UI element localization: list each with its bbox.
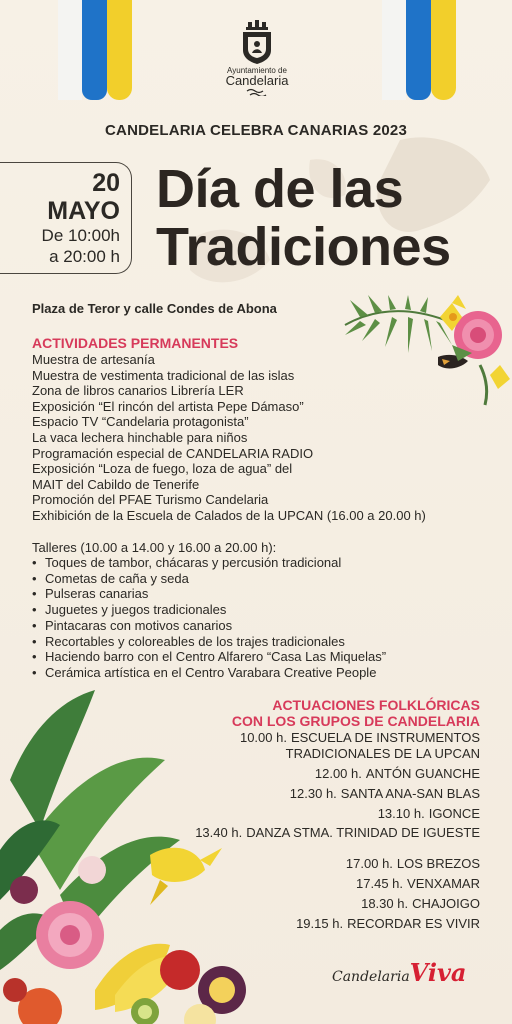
schedule-row (195, 825, 480, 841)
event-headline: CANDELARIA CELEBRA CANARIAS 2023 (105, 122, 407, 139)
schedule-row (315, 766, 480, 782)
schedule-row (356, 876, 480, 892)
workshops-list (32, 555, 386, 681)
list-item: Exposición “El rincón del artista Pepe Dámaso” (32, 398, 304, 414)
schedule-time: 19.15 h. (296, 916, 344, 931)
schedule-row (346, 856, 480, 872)
schedule-time: 10.00 h. (239, 730, 287, 745)
title-line-2: Tradiciones (156, 217, 451, 277)
date-month: MAYO (47, 197, 120, 225)
logo-subtitle: Ayuntamiento de (227, 66, 287, 75)
schedule-time: 12.30 h. (289, 786, 337, 801)
plants-fruit-illustration (0, 690, 270, 1024)
candelaria-viva-logo (332, 958, 466, 987)
canary-flag-left (58, 0, 132, 100)
list-item: MAIT del Cabildo de Tenerife (32, 476, 200, 492)
waves-icon (246, 88, 268, 96)
schedule-time: 13.40 h. (195, 825, 243, 840)
list-item: Espacio TV “Candelaria protagonista” (32, 414, 249, 430)
list-item: • Cometas de caña y seda (32, 571, 386, 587)
schedule-group: TRADICIONALES DE LA UPCAN (285, 746, 480, 761)
list-item: • Recortables y coloreables de los trajes tradicionales (32, 634, 386, 650)
schedule-row (361, 896, 480, 912)
schedule-row (296, 916, 480, 932)
list-item: • Haciendo barro con el Centro Alfarero “Casa Las Miquelas” (32, 649, 386, 665)
permanent-activities-list (32, 352, 426, 524)
list-item: • Pulseras canarias (32, 586, 386, 602)
list-item: Zona de libros canarios Librería LER (32, 383, 244, 399)
date-day: 20 (92, 169, 120, 197)
list-item: La vaca lechera hinchable para niños (32, 429, 248, 445)
schedule-group: ESCUELA DE INSTRUMENTOS (290, 730, 480, 745)
schedule-group: DANZA STMA. TRINIDAD DE IGUESTE (246, 825, 480, 840)
schedule-time: 12.00 h. (314, 766, 362, 781)
schedule-row (290, 786, 480, 802)
schedule-group: LOS BREZOS (396, 856, 480, 871)
schedule-group: ANTÓN GUANCHE (365, 766, 480, 781)
title-line-1: Día de las (156, 159, 404, 219)
schedule-time: 13.10 h. (377, 806, 425, 821)
schedule-time: 17.45 h. (356, 876, 404, 891)
brand-part-2: Viva (409, 958, 467, 987)
permanent-activities-heading: ACTIVIDADES PERMANENTES (32, 335, 239, 351)
workshops-heading: Talleres (10.00 a 14.00 y 16.00 a 20.00 h): (32, 540, 277, 555)
logo-name: Candelaria (225, 73, 289, 88)
schedule-group: VENXAMAR (407, 876, 480, 891)
schedule-time: 17.00 h. (345, 856, 393, 871)
ayuntamiento-logo (218, 20, 296, 96)
folk-heading-line-2: CON LOS GRUPOS DE CANDELARIA (231, 713, 480, 729)
list-item: Exhibición de la Escuela de Calados de la UPCAN (16.00 a 20.00 h) (32, 507, 426, 523)
list-item: Programación especial de CANDELARIA RADIO (32, 445, 314, 461)
date-box (0, 162, 132, 274)
schedule-group: RECORDAR ES VIVIR (347, 916, 480, 931)
list-item: Promoción del PFAE Turismo Candelaria (32, 492, 269, 508)
schedule-row (282, 746, 480, 762)
page-title (156, 160, 451, 276)
coat-of-arms-icon (240, 20, 274, 64)
list-item: Muestra de vestimenta tradicional de las islas (32, 367, 295, 383)
list-item: Exposición “Loza de fuego, loza de agua” del (32, 461, 293, 477)
list-item: • Toques de tambor, chácaras y percusión tradicional (32, 555, 386, 571)
list-item: Muestra de artesanía (32, 352, 155, 367)
list-item: • Pintacaras con motivos canarios (32, 618, 386, 634)
schedule-row (240, 730, 480, 746)
event-location: Plaza de Teror y calle Condes de Abona (32, 301, 277, 316)
folk-performances-heading (232, 697, 480, 729)
time-to: a 20:00 h (49, 247, 120, 266)
schedule-row (378, 806, 480, 822)
canary-flag-right (382, 0, 456, 100)
schedule-group: IGONCE (428, 806, 480, 821)
schedule-group: SANTA ANA-SAN BLAS (340, 786, 480, 801)
brand-part-1: Candelaria (332, 969, 410, 985)
list-item: • Cerámica artística en el Centro Varabara Creative People (32, 665, 386, 681)
folk-heading-line-1: ACTUACIONES FOLKLÓRICAS (272, 697, 480, 713)
schedule-group: CHAJOIGO (412, 896, 480, 911)
list-item: • Juguetes y juegos tradicionales (32, 602, 386, 618)
time-from: De 10:00h (41, 226, 120, 245)
schedule-time: 18.30 h. (361, 896, 409, 911)
